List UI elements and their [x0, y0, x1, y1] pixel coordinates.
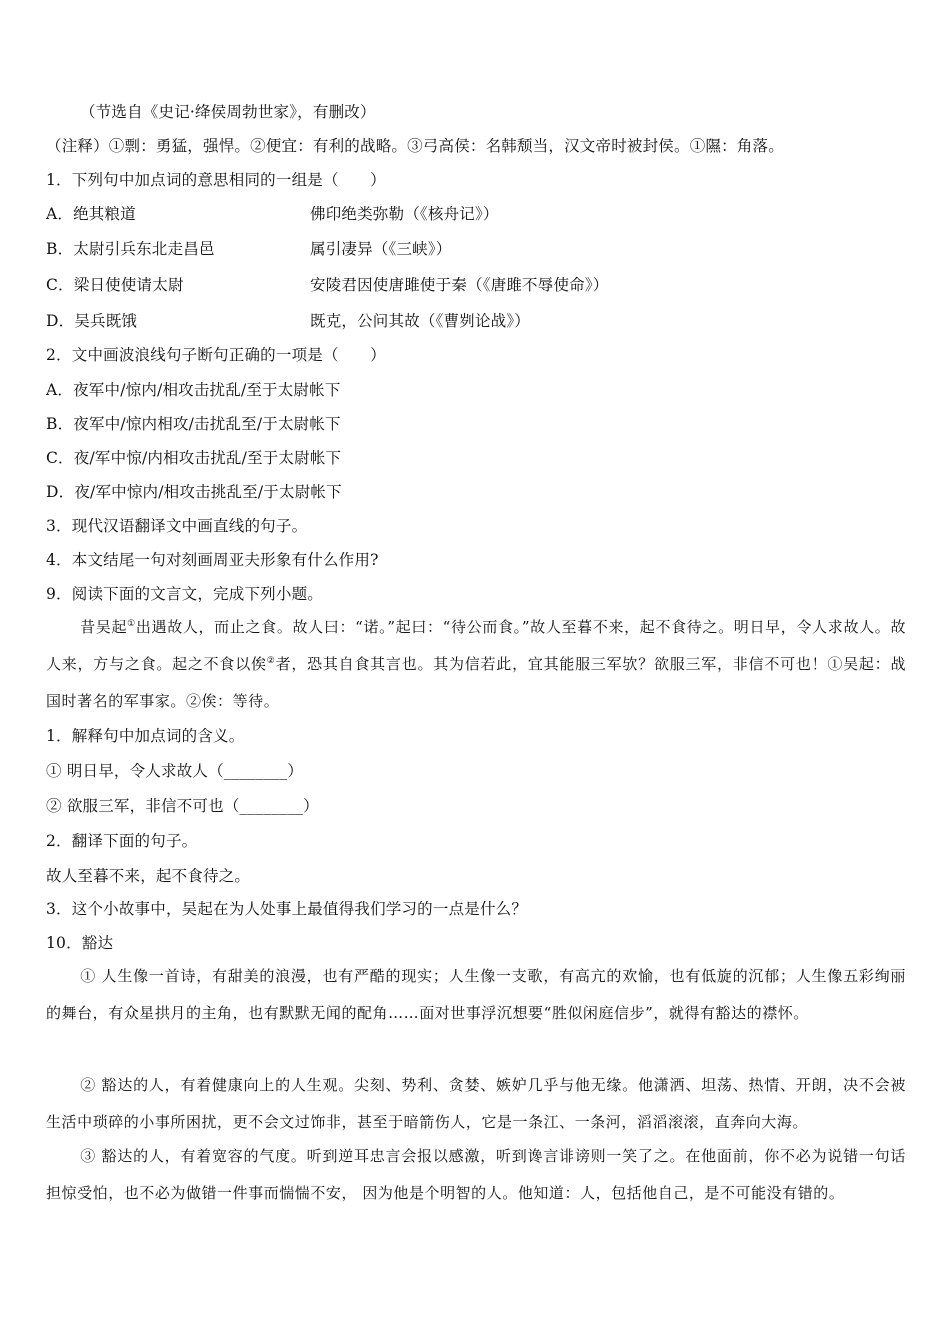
- q1-option-c: [46, 275, 906, 295]
- q2-option-d: D．夜/军中惊内/相攻击挑乱至/于太尉帐下: [46, 483, 342, 501]
- p10-paragraph-2-text: ② 豁达的人，有着健康向上的人生观。尖刻、势利、贪婪、嫉妒几乎与他无缘。他潇洒、坦荡、热情、开朗，决不会被生活中琐碎的小事所困扰，更不会文过饰非，甚至于暗箭伤人，它是一条江、一条河，滔滔滚滚，直奔向大海。: [46, 1076, 906, 1131]
- p9-passage-part2: 出遇故人，而止之食。故人曰：“诺。”起曰：“待公而食。”故人至暮不来，起不食待之。明日早，令人求故人。故人来，方与之食。起之不食以俟: [46, 618, 907, 673]
- footnote-marker-1: ①: [127, 619, 136, 629]
- p10-paragraph-1-text: ① 人生像一首诗，有甜美的浪漫，也有严酷的现实；人生像一支歌，有高亢的欢愉，也有低旋的沉郁；人生像五彩绚丽的舞台，有众星拱月的主角，也有默默无闻的配角……面对世事浮沉想要“胜似闲庭信步”，就得有豁达的襟怀。: [46, 967, 906, 1022]
- p10-title: 10．豁达: [46, 934, 114, 952]
- q1-option-b-left: B．太尉引兵东北走昌邑: [46, 240, 215, 258]
- p10-paragraph-1: [46, 958, 906, 1032]
- p9-sub2-sentence: 故人至暮不来，起不食待之。: [46, 867, 251, 885]
- p9-passage: [46, 609, 906, 720]
- q1-option-d: [46, 311, 906, 331]
- p9-sub2: 2．翻译下面的句子。: [46, 832, 198, 850]
- q2-option-a: A．夜军中/惊内/相攻击扰乱/至于太尉帐下: [46, 381, 341, 399]
- q2-option-b: B．夜军中/惊内相攻/击扰乱至/于太尉帐下: [46, 415, 341, 433]
- q1-option-d-right: 既克，公问其故（《曹刿论战》）: [310, 312, 531, 330]
- annotation-notes: （注释）①剽：勇猛，强悍。②便宜：有利的战略。③弓高侯：名韩颓当，汉文帝时被封侯。①隰：角落。: [46, 137, 784, 155]
- p9-sub1: 1．解释句中加点词的含义。: [46, 727, 245, 745]
- p9-passage-part1: 昔吴起: [80, 618, 128, 636]
- q1-stem: 1．下列句中加点词的意思相同的一组是（ ）: [46, 171, 386, 189]
- p10-paragraph-3-text: ③ 豁达的人，有着宽容的气度。听到逆耳忠言会报以感激，听到谗言诽谤则一笑了之。在他面前，你不必为说错一句话担惊受怕，也不必为做错一件事而惴惴不安， 因为他是个明智的人。他知道：人，包括他自己，是不可能没有错的。: [46, 1147, 906, 1202]
- q2-option-c: C．夜/军中惊/内相攻击扰乱/至于太尉帐下: [46, 449, 342, 467]
- p10-paragraph-2: [46, 1067, 906, 1141]
- q1-option-b-right: 属引凄异（《三峡》）: [310, 240, 452, 258]
- q3-stem: 3．现代汉语翻译文中画直线的句子。: [46, 517, 308, 535]
- p9-title: 9．阅读下面的文言文，完成下列小题。: [46, 585, 323, 603]
- p9-sub1-b: ② 欲服三军，非信不可也（________）: [46, 797, 319, 815]
- source-citation: （节选自《史记·绛侯周勃世家》，有删改）: [80, 103, 376, 121]
- q1-option-b: [46, 239, 906, 259]
- q1-option-c-left: C．梁日使使请太尉: [46, 276, 184, 294]
- q1-option-d-left: D．吴兵既饿: [46, 312, 138, 330]
- p9-passage-part3: 者，恐其自食其言也。其为信若此，宜其能服三军欤？欲服三军，非信不可也！①吴起：战国时著名的军事家。②俟：等待。: [46, 655, 907, 710]
- p9-sub1-a: ① 明日早，令人求故人（________）: [46, 762, 304, 780]
- q2-stem: 2．文中画波浪线句子断句正确的一项是（ ）: [46, 346, 386, 364]
- q1-option-a-left: A．绝其粮道: [46, 205, 136, 223]
- q1-option-c-right: 安陵君因使唐雎使于秦（《唐雎不辱使命》）: [310, 276, 609, 294]
- footnote-marker-2: ②: [266, 656, 276, 666]
- q1-option-a-right: 佛印绝类弥勒（《核舟记》）: [310, 205, 499, 223]
- p10-paragraph-3: [46, 1138, 906, 1212]
- p9-sub3: 3．这个小故事中，吴起在为人处事上最值得我们学习的一点是什么？: [46, 900, 528, 918]
- q1-option-a: [46, 204, 906, 224]
- q4-stem: 4．本文结尾一句对刻画周亚夫形象有什么作用?: [46, 551, 379, 569]
